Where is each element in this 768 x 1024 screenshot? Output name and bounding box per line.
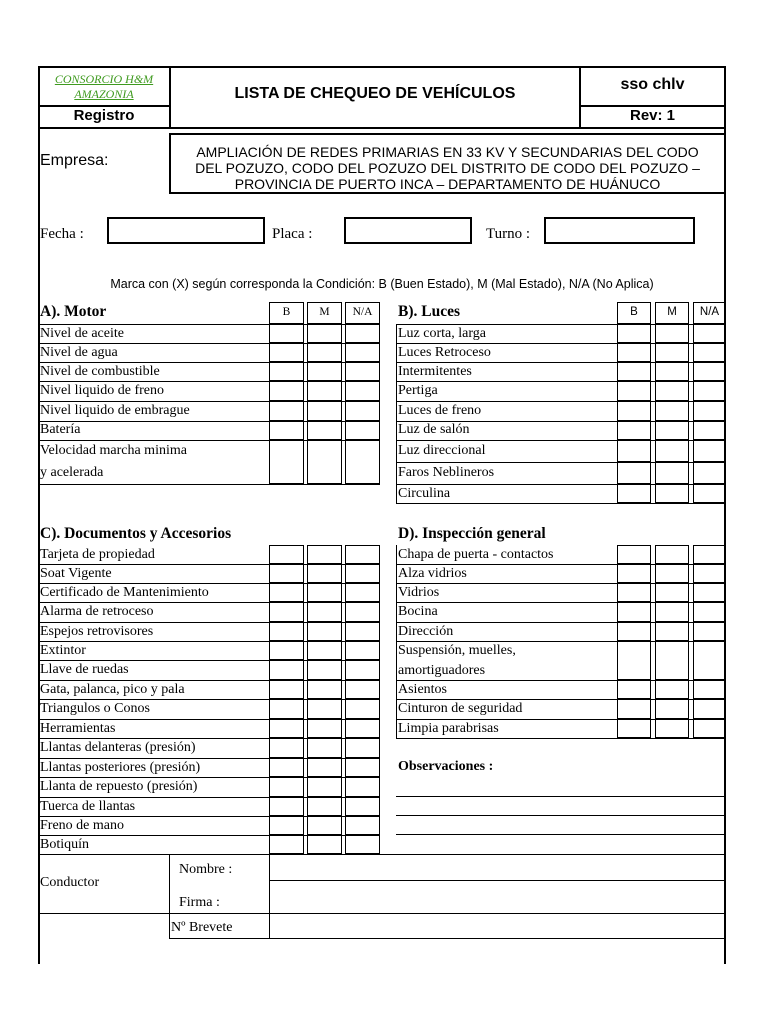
section-title-luces: B). Luces: [398, 303, 460, 320]
luces-checkbox-b[interactable]: [617, 324, 651, 343]
observaciones-label: Observaciones :: [398, 759, 494, 774]
documentos-item-label: Llantas posteriores (presión): [40, 759, 201, 775]
brevete-input[interactable]: [270, 914, 724, 938]
documentos-checkbox-m[interactable]: [307, 564, 342, 583]
motor-checkbox-m[interactable]: [307, 420, 342, 440]
inspeccion-checkbox-m[interactable]: [655, 545, 689, 564]
inspeccion-checkbox-m[interactable]: [655, 622, 689, 641]
inspeccion-checkbox-m[interactable]: [655, 602, 689, 622]
inspeccion-checkbox-b[interactable]: [617, 719, 651, 738]
page-title: LISTA DE CHEQUEO DE VEHÍCULOS: [234, 85, 516, 102]
conductor-label: Conductor: [40, 875, 100, 890]
documentos-item-label: Tarjeta de propiedad: [40, 546, 155, 562]
inspeccion-checkbox-na[interactable]: [693, 641, 726, 680]
documentos-checkbox-m[interactable]: [307, 641, 342, 660]
motor-item-label: Velocidad marcha minima: [40, 443, 187, 458]
documentos-checkbox-na[interactable]: [345, 777, 380, 797]
documentos-checkbox-na[interactable]: [345, 545, 380, 564]
motor-checkbox-m[interactable]: [307, 381, 342, 401]
documentos-item-label: Espejos retrovisores: [40, 623, 154, 639]
inspeccion-checkbox-na[interactable]: [693, 699, 726, 719]
inspeccion-checkbox-b[interactable]: [617, 699, 651, 719]
luces-checkbox-na[interactable]: [693, 440, 726, 462]
luces-checkbox-b[interactable]: [617, 362, 651, 381]
documentos-checkbox-b[interactable]: [269, 680, 304, 699]
inspeccion-item-label: Alza vidrios: [398, 565, 467, 581]
project-line-3: PROVINCIA DE PUERTO INCA – DEPARTAMENTO DE HUÁNUCO: [234, 176, 661, 192]
luces-header-b: B: [617, 302, 651, 324]
inspeccion-checkbox-na[interactable]: [693, 719, 726, 738]
documentos-checkbox-m[interactable]: [307, 602, 342, 622]
motor-checkbox-na[interactable]: [345, 381, 380, 401]
documentos-item-label: Certificado de Mantenimiento: [40, 584, 209, 600]
fecha-label: Fecha :: [40, 226, 84, 242]
project-line-1: AMPLIACIÓN DE REDES PRIMARIAS EN 33 KV Y SECUNDARIAS DEL CODO: [196, 144, 699, 160]
documentos-checkbox-b[interactable]: [269, 816, 304, 835]
motor-checkbox-na[interactable]: [345, 343, 380, 362]
luces-checkbox-m[interactable]: [655, 440, 689, 462]
inspeccion-item-label: Vidrios: [398, 584, 440, 600]
inspeccion-checkbox-na[interactable]: [693, 545, 726, 564]
motor-checkbox-na[interactable]: [345, 362, 380, 381]
documentos-checkbox-b[interactable]: [269, 699, 304, 719]
luces-checkbox-m[interactable]: [655, 462, 689, 484]
documentos-checkbox-m[interactable]: [307, 797, 342, 816]
turno-label: Turno :: [486, 226, 531, 242]
motor-checkbox-m[interactable]: [307, 362, 342, 381]
inspeccion-item-label: Suspensión, muelles,: [398, 643, 516, 658]
luces-checkbox-na[interactable]: [693, 401, 726, 421]
luces-checkbox-na[interactable]: [693, 420, 726, 440]
luces-checkbox-na[interactable]: [693, 324, 726, 343]
documentos-checkbox-m[interactable]: [307, 777, 342, 797]
motor-header-m: M: [307, 302, 342, 324]
motor-checkbox-b[interactable]: [269, 362, 304, 381]
luces-item-label: Intermitentes: [398, 363, 472, 379]
documentos-checkbox-na[interactable]: [345, 583, 380, 602]
documentos-checkbox-na[interactable]: [345, 816, 380, 835]
inspeccion-checkbox-na[interactable]: [693, 680, 726, 699]
documentos-item-label: Llanta de repuesto (presión): [40, 779, 198, 794]
luces-checkbox-m[interactable]: [655, 324, 689, 343]
documentos-checkbox-na[interactable]: [345, 660, 380, 680]
documentos-checkbox-b[interactable]: [269, 738, 304, 758]
documentos-checkbox-m[interactable]: [307, 719, 342, 738]
luces-item-label: Luz direccional: [398, 443, 486, 458]
luces-checkbox-b[interactable]: [617, 401, 651, 421]
documentos-checkbox-na[interactable]: [345, 797, 380, 816]
inspeccion-checkbox-b[interactable]: [617, 641, 651, 680]
luces-item-label: Circulina: [398, 485, 451, 501]
section-title-motor: A). Motor: [40, 303, 107, 320]
luces-checkbox-na[interactable]: [693, 362, 726, 381]
inspeccion-checkbox-b[interactable]: [617, 583, 651, 602]
luces-item-label: Luces Retroceso: [398, 344, 491, 360]
motor-item-label: Nivel de agua: [40, 344, 118, 360]
project-line-2: DEL POZUZO, CODO DEL POZUZO DEL DISTRITO DE CODO DEL POZUZO –: [195, 160, 700, 176]
luces-checkbox-m[interactable]: [655, 343, 689, 362]
placa-label: Placa :: [272, 226, 313, 242]
inspeccion-checkbox-na[interactable]: [693, 583, 726, 602]
motor-checkbox-b[interactable]: [269, 343, 304, 362]
luces-header-m: M: [655, 302, 689, 324]
section-title-inspeccion: D). Inspección general: [398, 525, 546, 542]
documentos-item-label: Freno de mano: [40, 817, 124, 833]
motor-checkbox-na[interactable]: [345, 420, 380, 440]
motor-checkbox-b[interactable]: [269, 324, 304, 343]
documentos-checkbox-b[interactable]: [269, 583, 304, 602]
documentos-checkbox-m[interactable]: [307, 699, 342, 719]
inspeccion-checkbox-m[interactable]: [655, 719, 689, 738]
empresa-label: Empresa:: [40, 152, 109, 169]
motor-checkbox-m[interactable]: [307, 401, 342, 421]
inspeccion-checkbox-m[interactable]: [655, 564, 689, 583]
motor-item-label: Nivel de aceite: [40, 325, 124, 341]
documentos-checkbox-b[interactable]: [269, 835, 304, 854]
documentos-item-label: Gata, palanca, pico y pala: [40, 681, 185, 697]
documentos-checkbox-m[interactable]: [307, 660, 342, 680]
documentos-checkbox-na[interactable]: [345, 641, 380, 660]
inspeccion-checkbox-b[interactable]: [617, 680, 651, 699]
motor-item-label: Nivel de combustible: [40, 363, 160, 379]
luces-checkbox-m[interactable]: [655, 381, 689, 401]
luces-header-na: N/A: [693, 302, 726, 324]
documentos-checkbox-m[interactable]: [307, 835, 342, 854]
motor-item-label: Nivel liquido de embrague: [40, 403, 190, 418]
inspeccion-checkbox-m[interactable]: [655, 680, 689, 699]
motor-item-label: y acelerada: [40, 465, 104, 480]
documentos-checkbox-b[interactable]: [269, 602, 304, 622]
documentos-checkbox-b[interactable]: [269, 622, 304, 641]
company-name-line1: CONSORCIO H&M: [54, 72, 154, 86]
documentos-checkbox-b[interactable]: [269, 641, 304, 660]
inspeccion-item-label: Bocina: [398, 604, 438, 619]
inspeccion-checkbox-m[interactable]: [655, 699, 689, 719]
luces-checkbox-b[interactable]: [617, 381, 651, 401]
observaciones-line-2[interactable]: [396, 815, 726, 816]
fecha-input[interactable]: [107, 217, 265, 244]
documentos-checkbox-na[interactable]: [345, 602, 380, 622]
motor-checkbox-m[interactable]: [307, 440, 342, 484]
documentos-checkbox-na[interactable]: [345, 758, 380, 777]
company-name-line2: AMAZONIA: [74, 87, 134, 101]
documentos-checkbox-m[interactable]: [307, 583, 342, 602]
inspeccion-checkbox-m[interactable]: [655, 583, 689, 602]
documentos-checkbox-na[interactable]: [345, 680, 380, 699]
documentos-item-label: Soat Vigente: [40, 565, 112, 581]
luces-item-label: Luces de freno: [398, 403, 482, 418]
documentos-checkbox-b[interactable]: [269, 719, 304, 738]
documentos-checkbox-na[interactable]: [345, 699, 380, 719]
documentos-checkbox-m[interactable]: [307, 545, 342, 564]
motor-header-b: B: [269, 302, 304, 324]
observaciones-line-3[interactable]: [396, 834, 726, 835]
project-description: [171, 144, 724, 192]
luces-checkbox-na[interactable]: [693, 343, 726, 362]
documentos-checkbox-na[interactable]: [345, 719, 380, 738]
turno-input[interactable]: [544, 217, 695, 244]
motor-checkbox-b[interactable]: [269, 420, 304, 440]
inspeccion-checkbox-b[interactable]: [617, 622, 651, 641]
company-logo-text: [40, 72, 168, 102]
documentos-item-label: Llave de ruedas: [40, 662, 129, 677]
documentos-item-label: Extintor: [40, 642, 86, 658]
documentos-item-label: Herramientas: [40, 720, 116, 736]
inspeccion-checkbox-na[interactable]: [693, 564, 726, 583]
inspeccion-checkbox-b[interactable]: [617, 564, 651, 583]
firma-input[interactable]: [270, 881, 724, 913]
documentos-checkbox-m[interactable]: [307, 738, 342, 758]
document-code: sso chlv: [620, 76, 685, 93]
inspeccion-checkbox-m[interactable]: [655, 641, 689, 680]
documentos-item-label: Triangulos o Conos: [40, 701, 150, 716]
luces-item-label: Luz corta, larga: [398, 325, 486, 341]
inspeccion-checkbox-na[interactable]: [693, 602, 726, 622]
documentos-checkbox-na[interactable]: [345, 738, 380, 758]
documentos-item-label: Tuerca de llantas: [40, 798, 136, 814]
luces-checkbox-na[interactable]: [693, 381, 726, 401]
luces-item-label: Luz de salón: [398, 422, 470, 437]
motor-item-label: Nivel liquido de freno: [40, 383, 165, 398]
luces-checkbox-b[interactable]: [617, 462, 651, 484]
luces-checkbox-m[interactable]: [655, 401, 689, 421]
registro-label: Registro: [73, 107, 135, 124]
inspeccion-checkbox-na[interactable]: [693, 622, 726, 641]
instruction-text: Marca con (X) según corresponda la Condición: B (Buen Estado), M (Mal Estado), N/A (No Aplica): [110, 277, 654, 291]
motor-checkbox-na[interactable]: [345, 401, 380, 421]
documentos-checkbox-b[interactable]: [269, 545, 304, 564]
luces-checkbox-b[interactable]: [617, 420, 651, 440]
documentos-checkbox-b[interactable]: [269, 758, 304, 777]
documentos-item-label: Botiquín: [40, 836, 90, 852]
luces-checkbox-b[interactable]: [617, 343, 651, 362]
inspeccion-item-label: Cinturon de seguridad: [398, 701, 523, 716]
inspeccion-checkbox-b[interactable]: [617, 545, 651, 564]
inspeccion-item-label: Limpia parabrisas: [398, 720, 499, 736]
luces-checkbox-na[interactable]: [693, 484, 726, 503]
luces-item-label: Pertiga: [398, 383, 438, 398]
inspeccion-item-label: Asientos: [398, 681, 447, 697]
motor-header-na: N/A: [345, 302, 380, 324]
documentos-checkbox-m[interactable]: [307, 680, 342, 699]
inspeccion-item-label: Dirección: [398, 623, 454, 639]
nombre-label: Nombre :: [179, 862, 233, 877]
inspeccion-checkbox-b[interactable]: [617, 602, 651, 622]
documentos-checkbox-na[interactable]: [345, 564, 380, 583]
motor-item-label: Batería: [40, 422, 81, 437]
revision-label: Rev: 1: [629, 107, 676, 124]
luces-checkbox-na[interactable]: [693, 462, 726, 484]
motor-checkbox-b[interactable]: [269, 381, 304, 401]
inspeccion-item-label: amortiguadores: [398, 662, 486, 678]
documentos-checkbox-m[interactable]: [307, 816, 342, 835]
documentos-checkbox-b[interactable]: [269, 660, 304, 680]
luces-checkbox-m[interactable]: [655, 362, 689, 381]
documentos-item-label: Alarma de retroceso: [40, 604, 154, 619]
documentos-checkbox-na[interactable]: [345, 622, 380, 641]
motor-checkbox-na[interactable]: [345, 324, 380, 343]
documentos-checkbox-m[interactable]: [307, 758, 342, 777]
documentos-checkbox-na[interactable]: [345, 835, 380, 854]
luces-item-label: Faros Neblineros: [398, 465, 495, 480]
motor-checkbox-na[interactable]: [345, 440, 380, 484]
placa-input[interactable]: [344, 217, 472, 244]
luces-checkbox-m[interactable]: [655, 420, 689, 440]
documentos-checkbox-m[interactable]: [307, 622, 342, 641]
motor-checkbox-b[interactable]: [269, 401, 304, 421]
luces-checkbox-b[interactable]: [617, 484, 651, 503]
luces-checkbox-m[interactable]: [655, 484, 689, 503]
documentos-checkbox-b[interactable]: [269, 797, 304, 816]
motor-checkbox-m[interactable]: [307, 343, 342, 362]
section-title-documentos: C). Documentos y Accesorios: [40, 525, 232, 542]
documentos-item-label: Llantas delanteras (presión): [40, 740, 196, 755]
luces-checkbox-b[interactable]: [617, 440, 651, 462]
inspeccion-item-label: Chapa de puerta - contactos: [398, 546, 554, 562]
firma-label: Firma :: [179, 895, 220, 910]
documentos-checkbox-b[interactable]: [269, 564, 304, 583]
motor-checkbox-m[interactable]: [307, 324, 342, 343]
observaciones-line-1[interactable]: [396, 796, 726, 797]
documentos-checkbox-b[interactable]: [269, 777, 304, 797]
nombre-input[interactable]: [270, 855, 724, 880]
motor-checkbox-b[interactable]: [269, 440, 304, 484]
brevete-label: Nº Brevete: [171, 920, 233, 935]
